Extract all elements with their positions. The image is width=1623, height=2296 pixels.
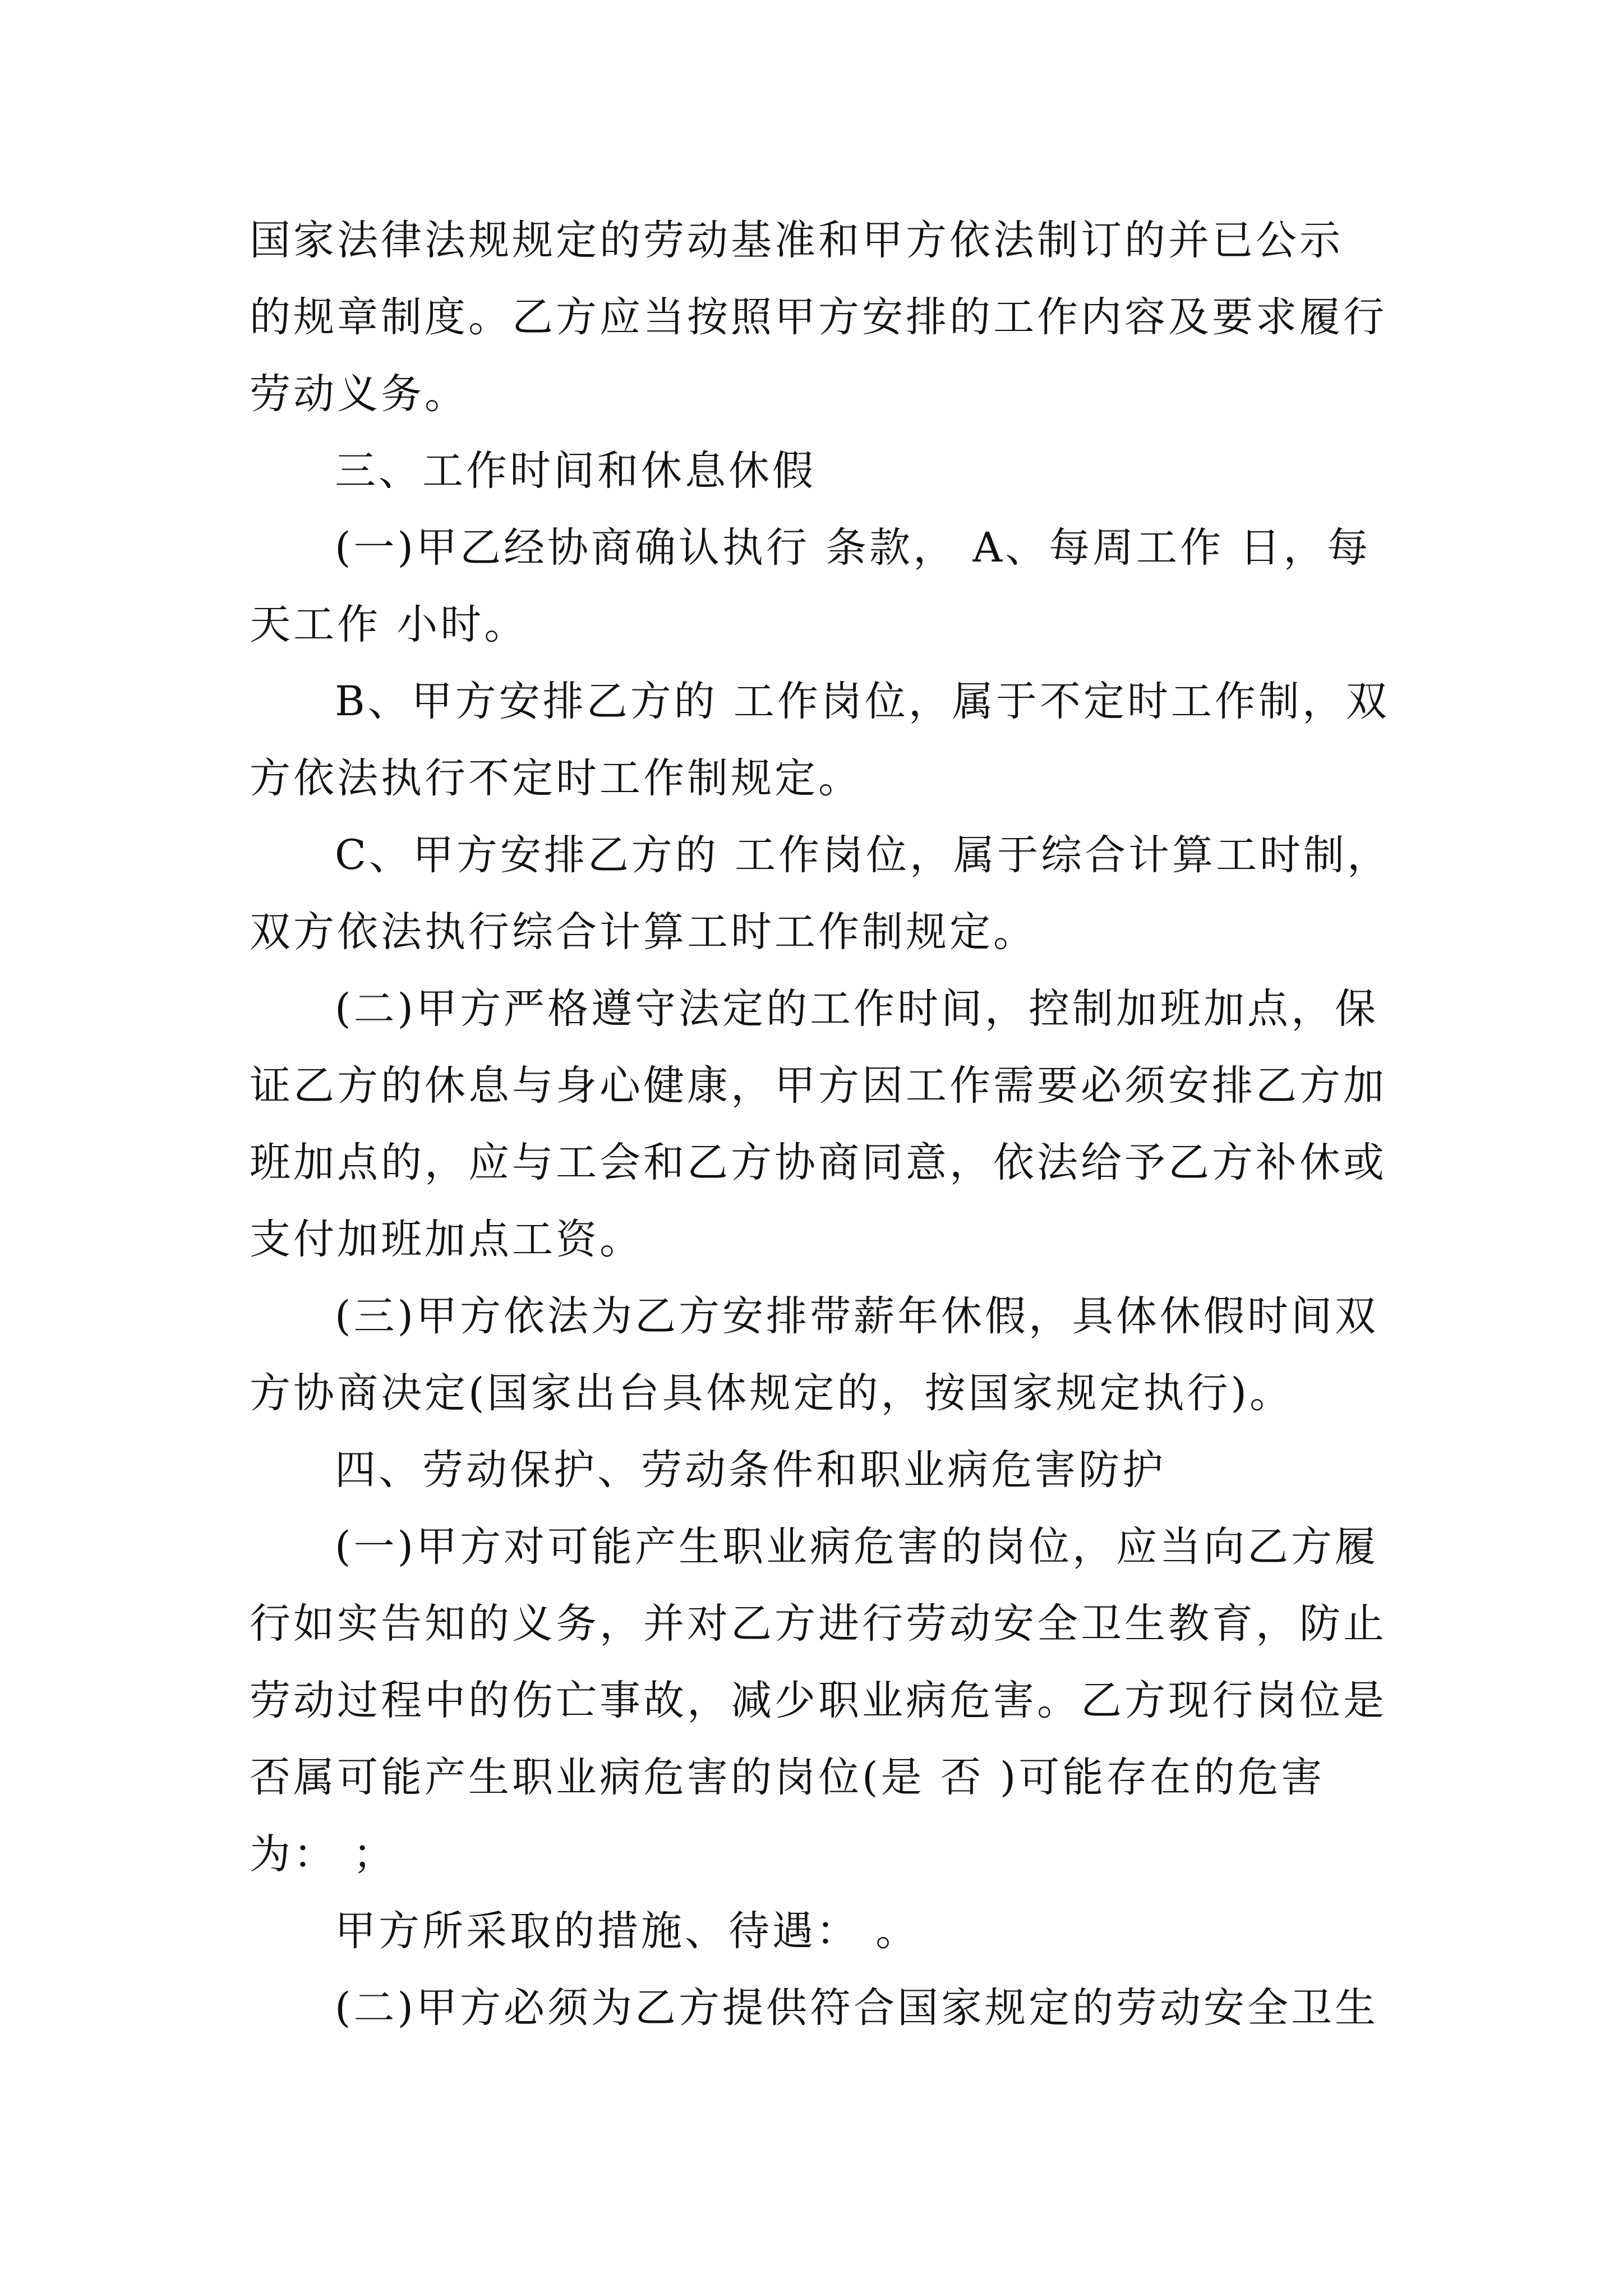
text-line: 支付加班加点工资。 [250,1216,643,1263]
text-line: 为： ； [250,1830,397,1878]
text-line: 证乙方的休息与身心健康，甲方因工作需要必须安排乙方加 [250,1062,1387,1110]
text-line: 劳动过程中的伤亡事故，减少职业病危害。乙方现行岗位是 [250,1677,1387,1724]
text-line: 班加点的，应与工会和乙方协商同意，依法给予乙方补休或 [250,1139,1387,1186]
text-line: 的规章制度。乙方应当按照甲方安排的工作内容及要求履行 [250,293,1387,341]
text-line: (三)甲方依法为乙方安排带薪年休假，具体休假时间双 [335,1292,1378,1340]
text-line: 国家法律法规规定的劳动基准和甲方依法制订的并已公示 [250,217,1343,264]
document-body [250,202,1405,2046]
section-heading: 三、工作时间和休息休假 [335,447,816,495]
text-line: B、甲方安排乙方的 工作岗位，属于不定时工作制，双 [335,678,1390,725]
text-line: (一)甲乙经协商确认执行 条款， A、每周工作 日，每 [335,524,1371,572]
section-heading: 四、劳动保护、劳动条件和职业病危害防护 [335,1446,1166,1494]
text-line: 方协商决定(国家出台具体规定的，按国家规定执行)。 [250,1369,1293,1417]
text-line: 双方依法执行综合计算工时工作制规定。 [250,908,1037,956]
text-line: 方依法执行不定时工作制规定。 [250,754,862,802]
text-line: (一)甲方对可能产生职业病危害的岗位，应当向乙方履 [335,1523,1378,1571]
text-line: (二)甲方必须为乙方提供符合国家规定的劳动安全卫生 [335,1984,1378,2032]
text-line: 行如实告知的义务，并对乙方进行劳动安全卫生教育，防止 [250,1600,1387,1648]
text-line: 甲方所采取的措施、待遇： 。 [335,1907,920,1955]
text-line: 天工作 小时。 [250,601,528,648]
text-line: 否属可能产生职业病危害的岗位(是 否 )可能存在的危害 [250,1754,1325,1801]
text-line: (二)甲方严格遵守法定的工作时间，控制加班加点，保 [335,985,1378,1033]
text-line: 劳动义务。 [250,370,468,418]
text-line: C、甲方安排乙方的 工作岗位，属于综合计算工时制， [335,831,1391,879]
